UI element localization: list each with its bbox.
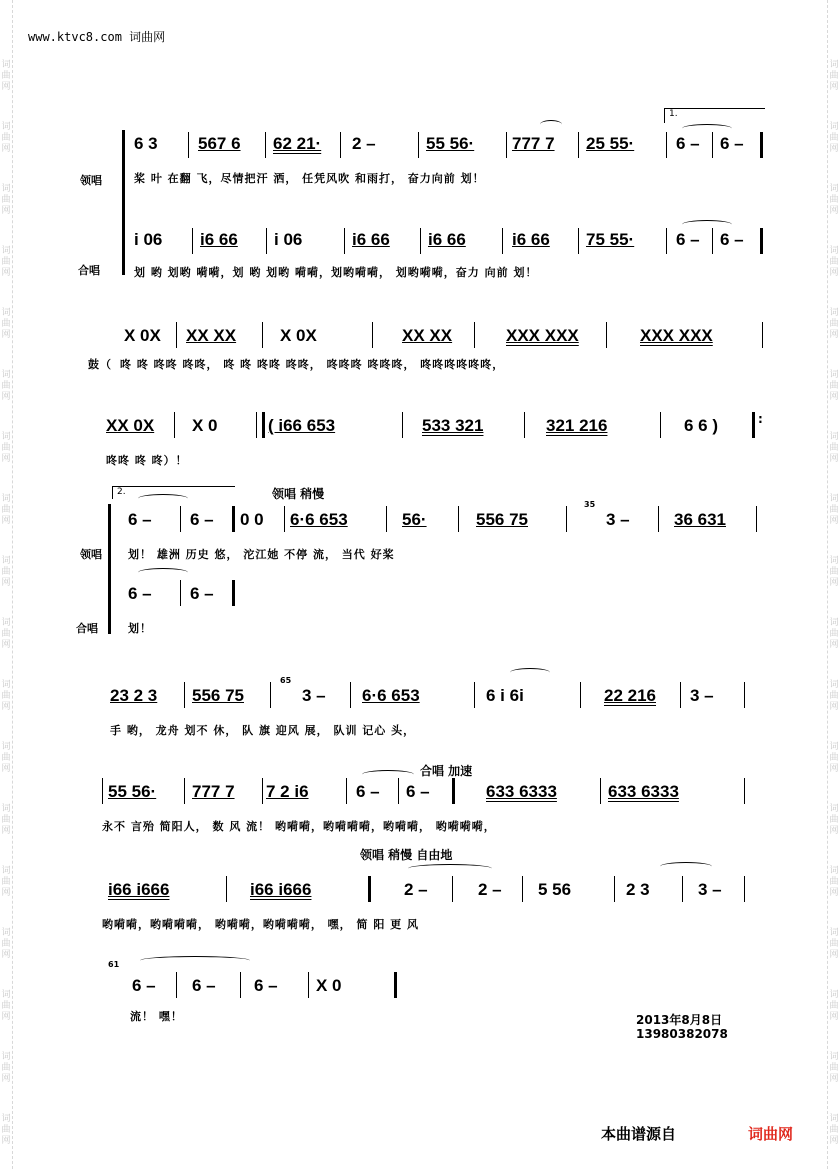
watermark-text: 词 曲 网 <box>1 60 11 92</box>
footer-date-block <box>636 1013 728 1041</box>
watermark-text: 词 曲 网 <box>829 1052 839 1084</box>
s3-note-0: XX 0X <box>106 416 155 435</box>
s1-lead-note-2: 62 21· <box>273 134 322 153</box>
s3-note-4: 321 216 <box>546 416 608 435</box>
s4-chorus-note-1: 6 – <box>190 584 214 603</box>
watermark-text: 词 曲 网 <box>1 1052 11 1084</box>
s7-note-0: i66 i666 <box>108 880 170 899</box>
watermark-text: 词 曲 网 <box>1 184 11 216</box>
watermark-text: 词 曲 网 <box>1 308 11 340</box>
grace-note-61: 61 <box>108 960 120 969</box>
s1-chorus-note-0: i 06 <box>134 230 163 249</box>
watermark-text: 词 曲 网 <box>829 246 839 278</box>
s1-lead-note-1: 567 6 <box>198 134 241 153</box>
watermark-text: 词 曲 网 <box>829 804 839 836</box>
s5-note-1: 556 75 <box>192 686 244 705</box>
s2-drum-lyrics: 咚 咚 咚咚 咚咚， 咚 咚 咚咚 咚咚， 咚咚咚 咚咚咚， 咚咚咚咚咚咚， <box>120 358 505 371</box>
watermark-text: 词 曲 网 <box>829 866 839 898</box>
s4-lead-note-7: 36 631 <box>674 510 726 529</box>
s6-note-2: 7 2 i6 <box>266 782 309 801</box>
watermark-text: 词 曲 网 <box>829 494 839 526</box>
site-name: 词曲网 <box>129 30 166 44</box>
grace-note-35: 35 <box>584 500 596 509</box>
watermark-text: 词 曲 网 <box>829 60 839 92</box>
s3-note-2: ( i66 653 <box>268 416 336 435</box>
s6-note-5: 633 6333 <box>486 782 557 801</box>
s7-note-3: 2 – <box>478 880 502 899</box>
s5-lyrics: 手 哟， 龙舟 划不 休， 队 旗 迎风 展， 队训 记心 头， <box>110 724 416 737</box>
watermark-text: 词 曲 网 <box>1 432 11 464</box>
watermark-text: 词 曲 网 <box>1 680 11 712</box>
grace-note-65: 65 <box>280 676 292 685</box>
watermark-text: 词 曲 网 <box>829 928 839 960</box>
s4-lead-note-5: 556 75 <box>476 510 528 529</box>
s6-note-1: 777 7 <box>192 782 235 801</box>
watermark-text: 词 曲 网 <box>829 618 839 650</box>
drum-label: 鼓（ <box>88 358 112 371</box>
volta-2: 2. <box>112 486 235 499</box>
watermark-text: 词 曲 网 <box>1 1114 11 1146</box>
s4-lead-note-1: 6 – <box>190 510 214 529</box>
lead-free-tempo: 领唱 稍慢 自由地 <box>360 848 453 862</box>
watermark-text: 词 曲 网 <box>829 432 839 464</box>
s5-note-5: 22 216 <box>604 686 656 705</box>
system4-bracket <box>108 504 111 634</box>
s7-lyrics: 哟嗬嗬，哟嗬嗬嗬， 哟嗬嗬，哟嗬嗬嗬， 嘿， 简 阳 更 风 <box>102 918 419 931</box>
watermark-text: 词 曲 网 <box>1 928 11 960</box>
s4-lead-note-2: 0 0 <box>240 510 264 529</box>
s1-chorus-note-7: 6 – <box>676 230 700 249</box>
score-date: 2013年8月8日 <box>636 1013 723 1027</box>
watermark-text: 词 曲 网 <box>829 990 839 1022</box>
s1-lead-note-8: 6 – <box>720 134 744 153</box>
watermark-text: 词 曲 网 <box>829 184 839 216</box>
s8-note-0: 6 – <box>132 976 156 995</box>
s7-note-6: 3 – <box>698 880 722 899</box>
s2-drum-note-1: XX XX <box>186 326 237 345</box>
s1-lead-note-3: 2 – <box>352 134 376 153</box>
s6-note-0: 55 56· <box>108 782 157 801</box>
watermark-text: 词 曲 网 <box>1 804 11 836</box>
watermark-text: 词 曲 网 <box>1 122 11 154</box>
lead-label-2: 领唱 <box>80 548 102 561</box>
s2-drum-note-4: XXX XXX <box>506 326 579 345</box>
s4-chorus-note-0: 6 – <box>128 584 152 603</box>
site-url[interactable]: www.ktvc8.com <box>28 30 122 44</box>
lead-slow-tempo: 领唱 稍慢 <box>272 487 325 501</box>
s6-note-6: 633 6333 <box>608 782 679 801</box>
s4-lead-lyrics: 划！ 雄洲 历史 悠， 沱江她 不停 流， 当代 好桨 <box>128 548 395 561</box>
watermark-text: 词 曲 网 <box>1 556 11 588</box>
s7-note-4: 5 56 <box>538 880 572 899</box>
s2-drum-note-2: X 0X <box>280 326 317 345</box>
s1-chorus-note-2: i 06 <box>274 230 303 249</box>
s8-note-2: 6 – <box>254 976 278 995</box>
volta-1: 1. <box>664 108 765 123</box>
watermark-text: 词 曲 网 <box>1 742 11 774</box>
watermark-text: 词 曲 网 <box>829 1114 839 1146</box>
source-brand-link[interactable]: 词曲网 <box>748 1125 794 1143</box>
watermark-text: 词 曲 网 <box>829 370 839 402</box>
s1-lead-note-7: 6 – <box>676 134 700 153</box>
watermark-text: 词 曲 网 <box>1 866 11 898</box>
s2-drum-note-0: X 0X <box>124 326 161 345</box>
s6-note-3: 6 – <box>356 782 380 801</box>
watermark-text: 词 曲 网 <box>829 742 839 774</box>
watermark-text: 词 曲 网 <box>1 370 11 402</box>
s6-note-4: 6 – <box>406 782 430 801</box>
s1-lead-note-5: 777 7 <box>512 134 555 153</box>
source-label: 本曲谱源自 <box>601 1125 677 1143</box>
watermark-text: 词 曲 网 <box>829 556 839 588</box>
s1-chorus-note-4: i6 66 <box>428 230 466 249</box>
s1-chorus-note-8: 6 – <box>720 230 744 249</box>
chorus-fast-tempo: 合唱 加速 <box>420 764 473 778</box>
s7-note-2: 2 – <box>404 880 428 899</box>
s8-lyrics: 流！ 嘿！ <box>130 1010 183 1023</box>
page-header <box>28 28 165 45</box>
s1-lead-note-0: 6 3 <box>134 134 158 153</box>
s5-note-2: 3 – <box>302 686 326 705</box>
s4-lead-note-3: 6·6 653 <box>290 510 348 529</box>
s1-chorus-note-3: i6 66 <box>352 230 390 249</box>
chorus-label-2: 合唱 <box>76 622 98 635</box>
s5-note-3: 6·6 653 <box>362 686 420 705</box>
s5-note-0: 23 2 3 <box>110 686 158 705</box>
watermark-text: 词 曲 网 <box>1 618 11 650</box>
watermark-text: 词 曲 网 <box>829 308 839 340</box>
watermark-text: 词 曲 网 <box>1 990 11 1022</box>
s1-lead-note-6: 25 55· <box>586 134 635 153</box>
system1-bracket <box>122 130 125 275</box>
s4-lead-note-6: 3 – <box>606 510 630 529</box>
repeat-dots: : <box>758 412 763 426</box>
s8-note-1: 6 – <box>192 976 216 995</box>
s3-lyrics: 咚咚 咚 咚）！ <box>106 454 188 467</box>
s7-note-1: i66 i666 <box>250 880 312 899</box>
s6-lyrics: 永不 言殆 简阳人， 数 风 流！ 哟嗬嗬，哟嗬嗬嗬，哟嗬嗬， 哟嗬嗬嗬， <box>102 820 496 833</box>
s7-note-5: 2 3 <box>626 880 650 899</box>
s1-lead-lyrics: 桨 叶 在翻 飞，尽情把汗 洒， 任凭风吹 和雨打， 奋力向前 划！ <box>134 172 485 185</box>
s1-lead-note-4: 55 56· <box>426 134 475 153</box>
s4-chorus-lyrics: 划！ <box>128 622 152 635</box>
watermark-text: 词 曲 网 <box>1 494 11 526</box>
s2-drum-note-3: XX XX <box>402 326 453 345</box>
watermark-text: 词 曲 网 <box>1 246 11 278</box>
s4-lead-note-0: 6 – <box>128 510 152 529</box>
s1-chorus-lyrics: 划 哟 划哟 嗬嗬，划 哟 划哟 嗬嗬，划哟嗬嗬， 划哟嗬嗬，奋力 向前 划！ <box>134 266 538 279</box>
s8-note-3: X 0 <box>316 976 342 995</box>
s3-note-3: 533 321 <box>422 416 484 435</box>
s4-lead-note-4: 56· <box>402 510 427 529</box>
s2-drum-note-5: XXX XXX <box>640 326 713 345</box>
chorus-label: 合唱 <box>78 264 100 277</box>
watermark-text: 词 曲 网 <box>829 122 839 154</box>
contact-phone: 13980382078 <box>636 1027 728 1041</box>
lead-label: 领唱 <box>80 174 102 187</box>
s5-note-4: 6 i 6i <box>486 686 524 705</box>
watermark-text: 词 曲 网 <box>829 680 839 712</box>
s1-chorus-note-5: i6 66 <box>512 230 550 249</box>
s3-note-1: X 0 <box>192 416 218 435</box>
s1-chorus-note-1: i6 66 <box>200 230 238 249</box>
s3-note-5: 6 6 ) <box>684 416 719 435</box>
s5-note-6: 3 – <box>690 686 714 705</box>
s1-chorus-note-6: 75 55· <box>586 230 635 249</box>
